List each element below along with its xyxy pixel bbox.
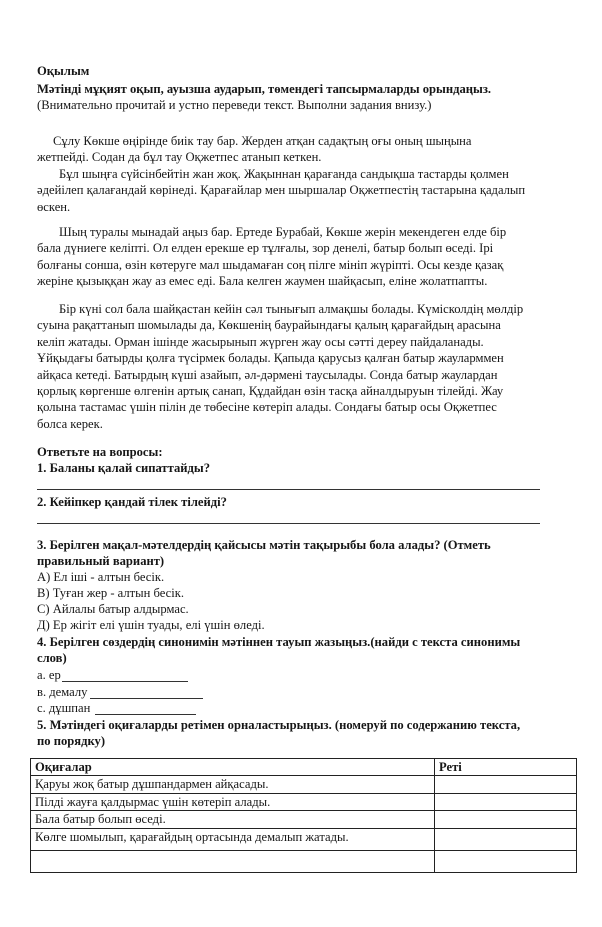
text-line: Сұлу Көкше өңірінде биік тау бар. Жерден атқан садақтың оғы оның шыңына xyxy=(53,134,472,148)
option-b[interactable]: В) Туған жер - алтын бесік. xyxy=(37,586,184,600)
text-line: қолына тастамас үшін пілін де төбесіне көтеріп алады. Сондағы батыр осы Оқжетпес xyxy=(37,400,497,415)
word-demalu-answer-line[interactable] xyxy=(90,698,203,699)
word-er: а. ер xyxy=(37,668,61,682)
order-cell[interactable] xyxy=(435,850,577,872)
table-row xyxy=(31,828,577,850)
question-1: 1. Баланы қалай сипаттайды? xyxy=(37,461,211,475)
col-header-order: Реті xyxy=(435,759,577,776)
table-row xyxy=(31,811,577,828)
word-dushpan-answer-line[interactable] xyxy=(95,714,196,715)
table-row xyxy=(31,776,577,793)
text-line: болса керек. xyxy=(37,416,103,431)
reading-text-block-2 xyxy=(37,224,557,290)
question-3-continued: правильный вариант) xyxy=(37,554,165,568)
event-cell: Пілді жауға қалдырмас үшін көтеріп алады. xyxy=(31,793,435,810)
question-2: 2. Кейіпкер қандай тілек тілейді? xyxy=(37,495,227,509)
order-cell[interactable] xyxy=(435,793,577,810)
text-line: Шың туралы мынадай аңыз бар. Ертеде Бурабай, Көкше жерін мекендеген елде бір xyxy=(59,225,507,239)
text-line: қорлық көргенше өлгенін артық санап, Құдайдан өзін тасқа айналдыруын тілейді. Жау xyxy=(37,384,504,399)
event-cell: Қаруы жоқ батыр дұшпандармен айқасады. xyxy=(31,776,435,793)
instruction-kazakh: Мәтінді мұқият оқып, ауызша аударып, төмендегі тапсырмаларды орындаңыз. xyxy=(37,82,492,96)
question-4: 4. Берілген сөздердің синонимін мәтіннен тауып жазыңыз.(найди с текста синонимы xyxy=(37,635,521,649)
table-row-empty xyxy=(31,850,577,872)
event-cell: Көлге шомылып, қарағайдың ортасында демалып жатады. xyxy=(31,828,435,850)
questions-heading: Ответьте на вопросы: xyxy=(37,445,163,459)
text-line: Бұл шыңға сүйсінбейтін жан жоқ. Жақыннан қарағанда сандықша тастарды қолмен xyxy=(59,166,509,181)
event-cell: Бала батыр болып өседі. xyxy=(31,811,435,828)
answer-line-2[interactable] xyxy=(37,523,540,524)
option-c[interactable]: С) Айлалы батыр алдырмас. xyxy=(37,602,189,616)
question-4-continued: слов) xyxy=(37,651,67,665)
option-d[interactable]: Д) Ер жігіт елі үшін туады, елі үшін өледі. xyxy=(37,618,265,632)
word-dushpan: с. дұшпан xyxy=(37,701,91,715)
events-order-table xyxy=(30,758,577,873)
event-cell-empty[interactable] xyxy=(31,850,435,872)
text-line: бала дүниеге келіпті. Ол елден ерекше ер тұлғалы, зор денелі, батыр болып өседі. Ірі xyxy=(37,241,494,256)
question-5-continued: по порядку) xyxy=(37,734,106,748)
text-line: жеріне қызыққан жау аз емес еді. Бала келген жаумен шайқасып, еліне жолатпапты. xyxy=(37,274,488,289)
question-3: 3. Берілген мақал-мәтелдердің қайсысы мәтін тақырыбы бола алады? (Отметь xyxy=(37,538,491,552)
table-row xyxy=(31,793,577,810)
word-demalu: в. демалу xyxy=(37,685,88,699)
text-line: өскен. xyxy=(37,199,71,214)
order-cell[interactable] xyxy=(435,811,577,828)
order-cell[interactable] xyxy=(435,776,577,793)
text-line: болғаны сонша, өзін көтеруге мал шыдамаған соң пілге мініп жүріпті. Осы кезде қазақ xyxy=(37,257,504,272)
text-line: айқаса кетеді. Батырдың күші азайып, әл-дәрмені таусылады. Сонда батыр жаулардан xyxy=(37,367,498,382)
text-line: Бір күні сол бала шайқастан кейін сәл тынығып алмақшы болады. Күмісколдің мөлдір xyxy=(59,302,524,316)
text-line: жетпейді. Содан да бұл тау Оқжетпес атанып кеткен. xyxy=(37,150,322,165)
answer-line-1[interactable] xyxy=(37,489,540,490)
text-line: суына рақаттанып шомылады да, Көкшенің баурайындағы қалың қарағайдың арасына xyxy=(37,318,501,333)
text-line: Ұйқыдағы батырды қолға түсірмек болады. Қапыда қарусыз қалған батыр жауларммен xyxy=(37,351,504,366)
word-er-answer-line[interactable] xyxy=(62,681,188,682)
col-header-events: Оқиғалар xyxy=(31,759,435,776)
instruction-russian: (Внимательно прочитай и устно переведи текст. Выполни задания внизу.) xyxy=(37,98,432,112)
option-a[interactable]: А) Ел іші - алтын бесік. xyxy=(37,570,165,584)
order-cell[interactable] xyxy=(435,828,577,850)
text-line: келіп жатады. Орман ішінде жасырынып жүрген жау осы сәтті дереу пайдаланады. xyxy=(37,334,484,349)
table-header-row xyxy=(31,759,577,776)
reading-text-block-3 xyxy=(37,301,557,432)
reading-text-block-1 xyxy=(37,133,557,215)
section-title: Оқылым xyxy=(37,64,90,78)
text-line: әдейілеп қалағандай көрінеді. Қарағайлар мен шыршалар Оқжетпестің тастарына қадалып xyxy=(37,183,526,198)
question-5: 5. Мәтіндегі оқиғаларды ретімен орналастырыңыз. (номеруй по содержанию текста, xyxy=(37,718,521,732)
